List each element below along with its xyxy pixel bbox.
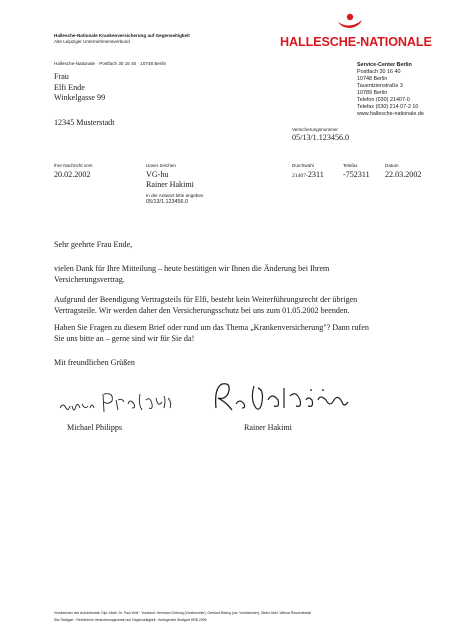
company-name: Hallesche-Nationale Krankenversicherung auf Gegenseitigkeit — [54, 33, 190, 38]
direct-dial-prefix: 21407- — [292, 173, 308, 179]
service-center-line: Postfach 30 16 40 — [357, 69, 401, 75]
letter-date: 22.03.2002 — [385, 170, 422, 179]
paragraph-3-line: Sie uns bitte an – gerne sind wir für Sie da! — [54, 333, 195, 343]
paragraph-1 — [54, 264, 434, 285]
recipient-street: Winkelgasse 99 — [54, 93, 106, 102]
sender-line: Hallesche-Nationale · Postfach 30 16 40 · 10748 Berlin — [54, 61, 167, 66]
footer-line-2: Sitz Stuttgart · Rechtsform Versicherungsverein auf Gegenseitigkeit · Amtsgericht Stuttgart HRB 2096 — [54, 618, 207, 622]
signature-right — [210, 378, 380, 418]
paragraph-2-line: Aufgrund der Beendigung Vertragsteils für Elfi, besteht kein Weiterführungsrecht der übrigen — [54, 295, 358, 304]
fax-ext: -752311 — [343, 170, 370, 179]
paragraph-1-line: Versicherungsvertrag. — [54, 274, 125, 284]
date-label: Datum — [385, 163, 399, 168]
service-center-line: www.hallesche-nationale.de — [357, 111, 424, 117]
recipient-name: Elfi Ende — [54, 82, 85, 92]
signer-right-name: Rainer Hakimi — [244, 423, 292, 432]
recipient-salutation: Frau — [54, 72, 69, 81]
service-center-line: 10789 Berlin — [357, 90, 388, 96]
service-center-line: Telefon (030) 21407-0 — [357, 97, 410, 103]
direct-dial-label: Durchwahl — [292, 163, 314, 168]
reply-number: 05/13/1.123456.0 — [146, 199, 188, 205]
service-center — [357, 62, 449, 118]
signer-left-name: Michael Philipps — [67, 423, 123, 432]
paragraph-1-line: vielen Dank für Ihre Mitteilung – heute bestätigen wir Ihnen die Änderung bei Ihrem — [54, 264, 330, 273]
signature-left — [58, 388, 178, 420]
paragraph-3 — [54, 323, 439, 344]
our-ref-name: Rainer Hakimi — [146, 180, 194, 189]
footer-line-1: Vorsitzender des Aufsichtsrats: Dipl.-Math. Dr. Paul Wolf · Vorstand: Hermann Göbring (Vorsitzender), Gerhard Bitzing (stv. Vorsitzender), Dieter Abel, Wilmar Rösnerlewski — [54, 611, 312, 615]
service-center-line: Tauentzienstraße 3 — [357, 83, 403, 89]
our-ref-label: Unser Zeichen — [146, 163, 176, 168]
policy-number: 05/13/1.123456.0 — [292, 133, 350, 142]
paragraph-2-line: Vertragsteile. Wir werden daher den Versicherungsschutz bei uns zum 01.05.2002 beenden. — [54, 305, 350, 315]
service-center-line: 10748 Berlin — [357, 76, 388, 82]
service-center-line: Telefax (030) 214 07-2 10 — [357, 104, 419, 110]
recipient-city: 12345 Musterstadt — [54, 118, 115, 127]
policy-label: Versicherungsnummer — [292, 127, 338, 132]
greeting: Sehr geehrte Frau Ende, — [54, 240, 133, 249]
reply-note: In der Antwort bitte angeben — [146, 193, 204, 198]
your-message-label: Ihre Nachricht vom — [54, 163, 93, 168]
paragraph-2 — [54, 295, 434, 316]
company-group: Alte Leipziger Unternehmensverbund — [54, 39, 130, 44]
direct-dial-ext: 2311 — [307, 170, 324, 179]
logo-icon — [335, 13, 365, 31]
fax-label: Telefax — [343, 163, 358, 168]
service-center-title: Service-Center Berlin — [357, 62, 412, 68]
your-message-date: 20.02.2002 — [54, 170, 91, 179]
our-ref-code: VG-hu — [146, 170, 169, 179]
direct-dial — [292, 170, 324, 182]
recipient-address — [54, 72, 105, 104]
logo-text: HALLESCHE-NATIONALE — [280, 35, 432, 49]
closing: Mit freundlichen Grüßen — [54, 358, 135, 367]
paragraph-3-line: Haben Sie Fragen zu diesem Brief oder rund um das Thema „Krankenversicherung"? Dann rufen — [54, 323, 369, 332]
